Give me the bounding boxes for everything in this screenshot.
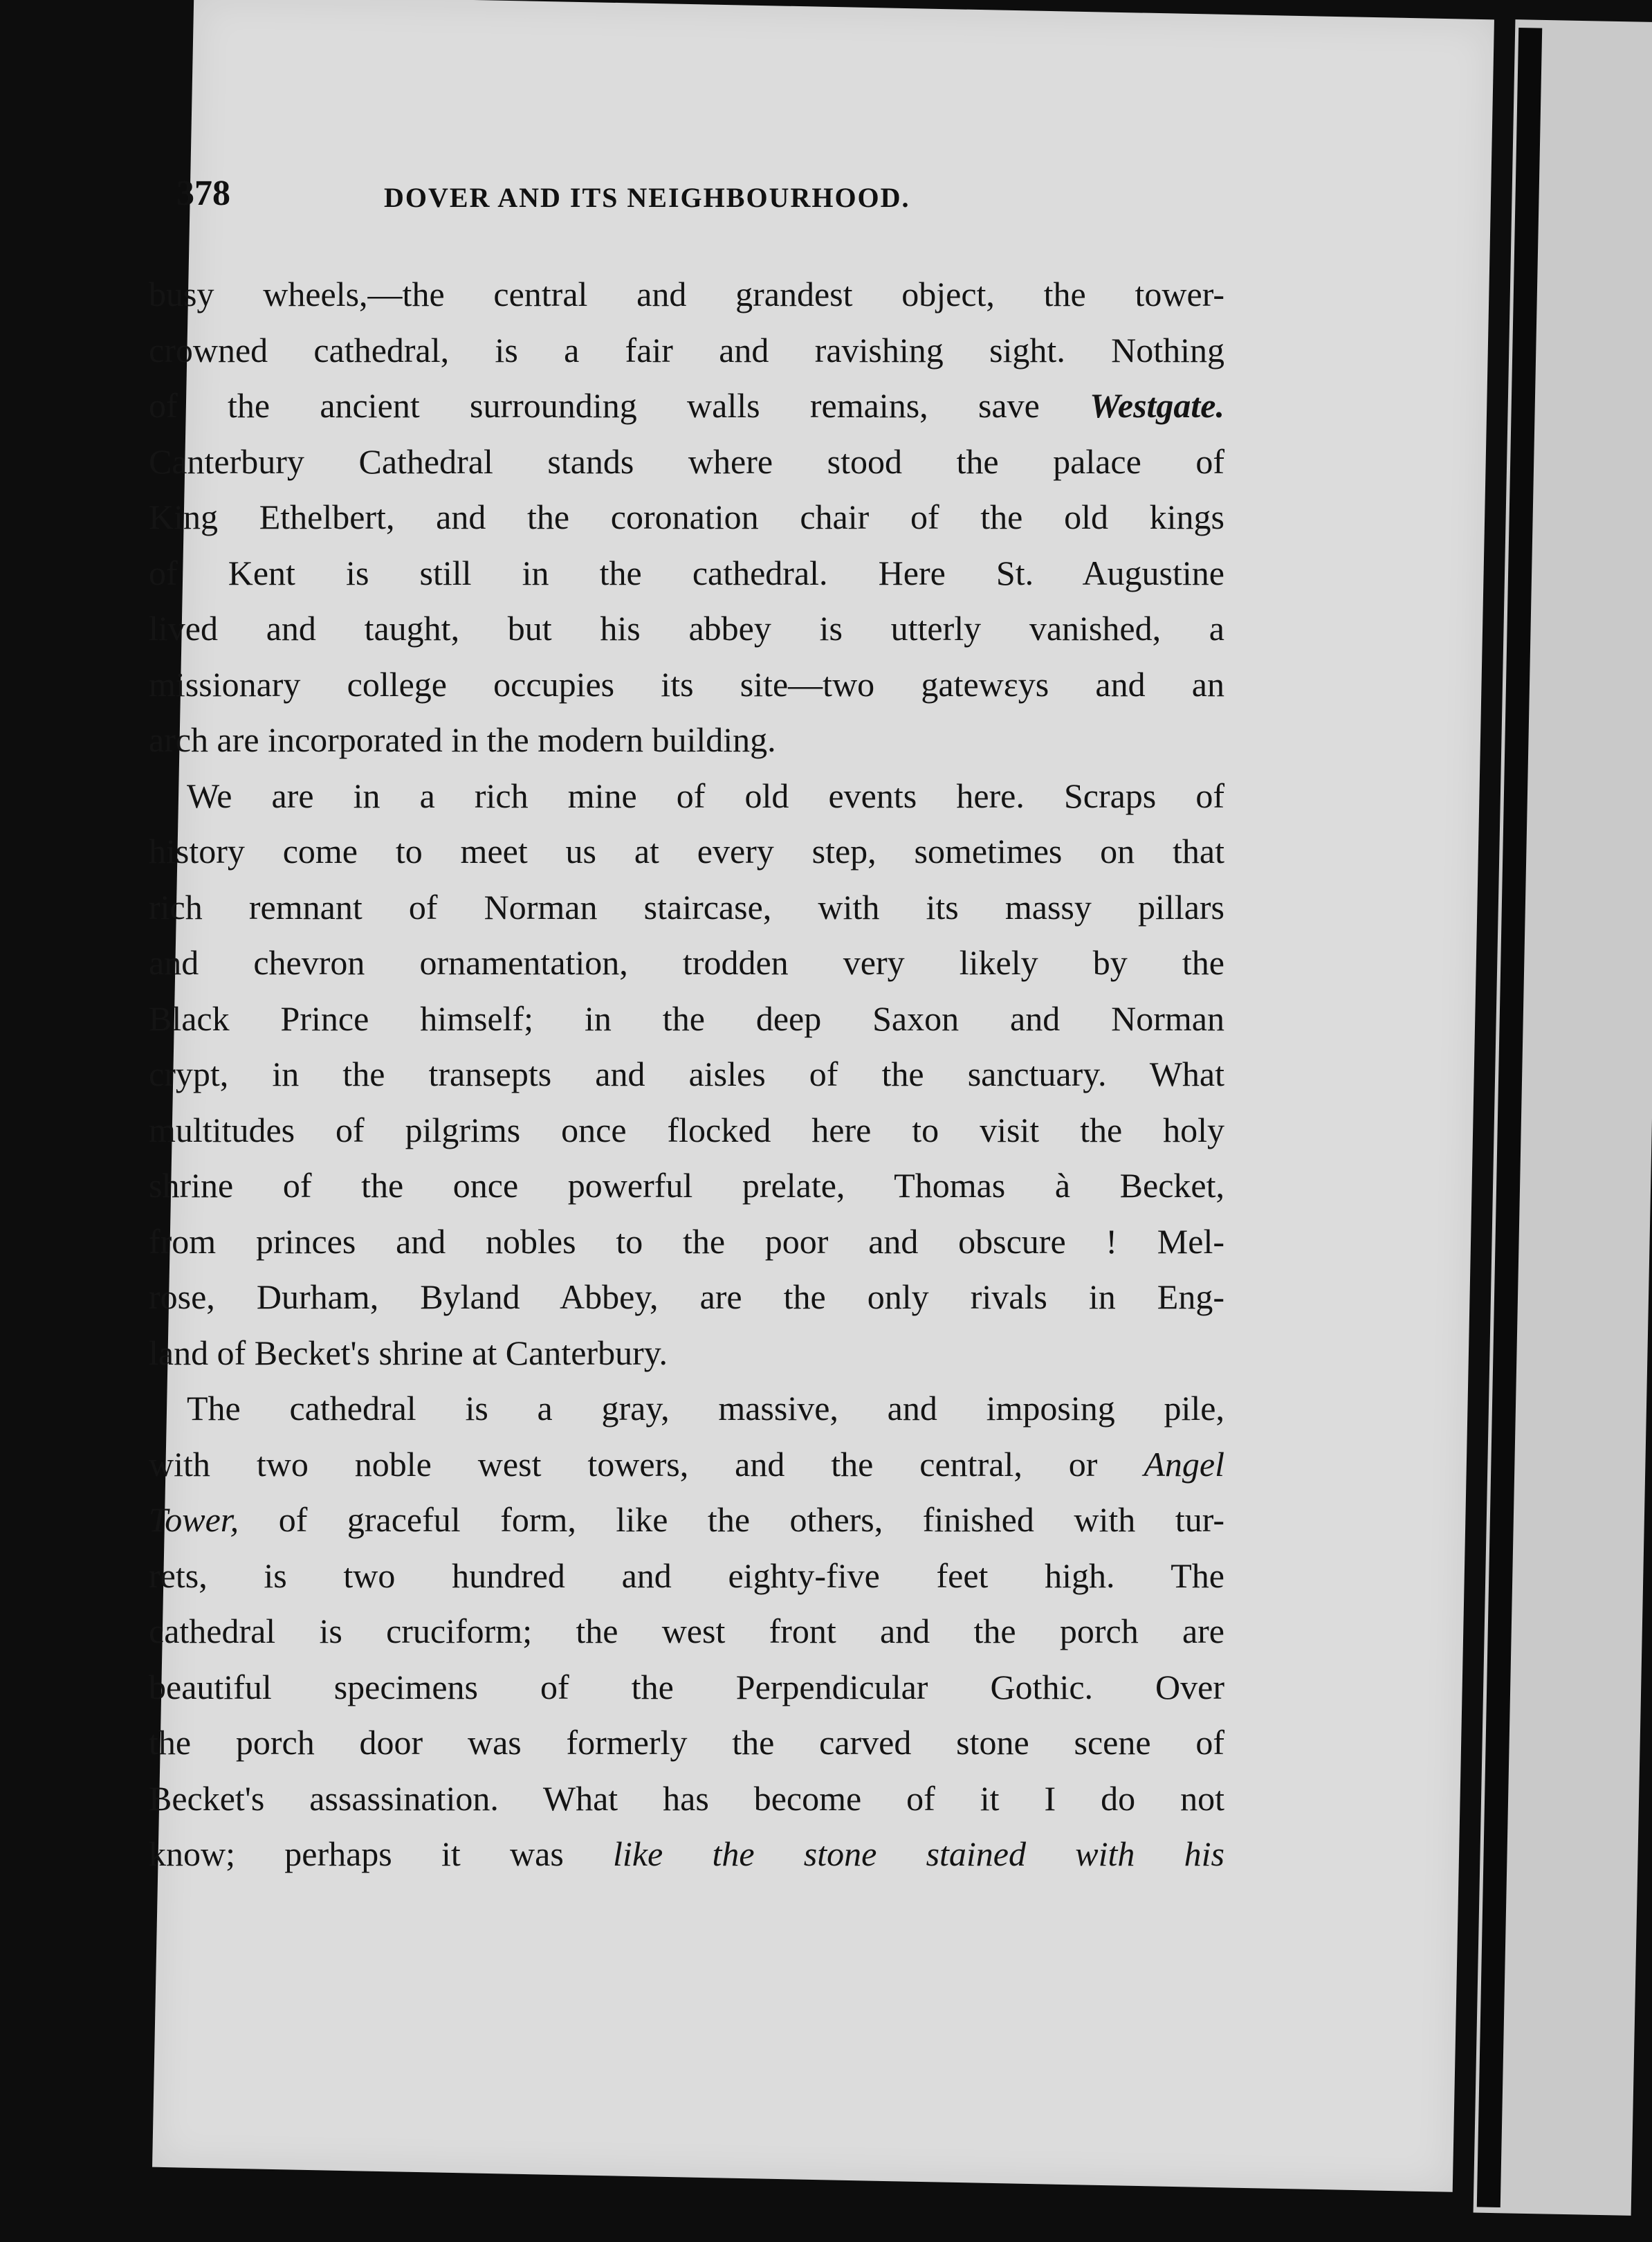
text-line: King Ethelbert, and the coronation chair of the old kings <box>149 498 1224 536</box>
text-line: We are in a rich mine of old events here. Scraps of <box>187 776 1224 815</box>
text-line: with two noble west towers, and the central, or Angel <box>149 1444 1224 1484</box>
text-line: from princes and nobles to the poor and obscure ! Mel- <box>149 1221 1224 1261</box>
page-number: 378 <box>176 174 230 213</box>
text-line: Canterbury Cathedral stands where stood the palace of <box>149 441 1224 481</box>
paragraph-3 <box>149 1380 1224 1882</box>
body-text <box>149 266 1224 1882</box>
text-line: beautiful specimens of the Perpendicular Gothic. Over <box>149 1667 1224 1706</box>
text-line: missionary college occupies its site—two gatewɛys and an <box>149 664 1224 704</box>
paragraph-2 <box>149 768 1224 1381</box>
text-line: land of Becket's shrine at Canterbury. <box>149 1333 668 1372</box>
text-line: of the ancient surrounding walls remains, save Westgate. <box>149 386 1224 425</box>
paragraph-1 <box>149 266 1224 768</box>
text-line: lived and taught, but his abbey is utterly vanished, a <box>149 609 1224 648</box>
text-line: crowned cathedral, is a fair and ravishing sight. Nothing <box>149 330 1224 370</box>
text-line: the porch door was formerly the carved stone scene of <box>149 1723 1224 1762</box>
text-line: arch are incorporated in the modern building. <box>149 720 776 759</box>
text-line: Tower, of graceful form, like the others, finished with tur- <box>149 1500 1224 1539</box>
text-line: multitudes of pilgrims once flocked here to visit the holy <box>149 1110 1224 1149</box>
text-line: history come to meet us at every step, sometimes on that <box>149 832 1224 871</box>
text-line: of Kent is still in the cathedral. Here St. Augustine <box>149 553 1224 592</box>
text-line: and chevron ornamentation, trodden very likely by the <box>149 943 1224 982</box>
text-line: rose, Durham, Byland Abbey, are the only rivals in Eng- <box>149 1277 1224 1316</box>
text-line: busy wheels,—the central and grandest object, the tower- <box>149 275 1224 313</box>
text-line: rich remnant of Norman staircase, with its massy pillars <box>149 887 1224 927</box>
running-head: DOVER AND ITS NEIGHBOURHOOD. <box>384 182 910 213</box>
text-line: cathedral is cruciform; the west front and the porch are <box>149 1612 1224 1650</box>
page-header <box>176 173 1235 228</box>
text-line: Black Prince himself; in the deep Saxon and Norman <box>149 999 1224 1038</box>
text-line: crypt, in the transepts and aisles of the sanctuary. What <box>149 1055 1224 1093</box>
text-line: The cathedral is a gray, massive, and imposing pile, <box>187 1389 1224 1428</box>
text-line: Becket's assassination. What has become of it I do not <box>149 1778 1224 1818</box>
text-line: shrine of the once powerful prelate, Thomas à Becket, <box>149 1166 1224 1205</box>
text-line: rets, is two hundred and eighty-five feet high. The <box>149 1556 1224 1595</box>
text-line: know; perhaps it was like the stone stained with his <box>149 1834 1224 1873</box>
